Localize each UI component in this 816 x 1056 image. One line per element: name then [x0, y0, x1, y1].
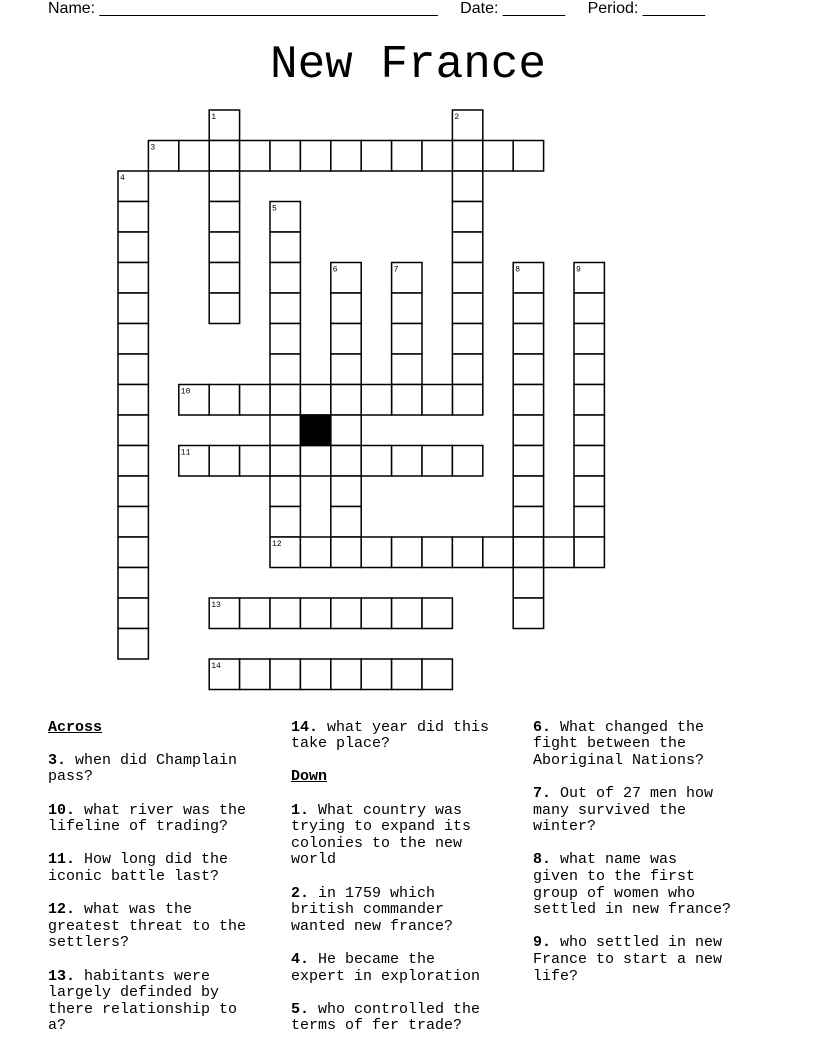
grid-cell[interactable] — [574, 293, 604, 324]
name-field[interactable]: Name: ______________________________________ — [48, 0, 438, 17]
grid-cell[interactable] — [270, 141, 300, 172]
grid-cell[interactable] — [331, 415, 361, 446]
grid-cell[interactable] — [513, 324, 543, 355]
grid-cell[interactable] — [209, 293, 239, 324]
grid-cell[interactable] — [270, 476, 300, 507]
grid-cell[interactable] — [452, 141, 482, 172]
grid-cell[interactable] — [452, 293, 482, 324]
grid-cell[interactable] — [240, 659, 270, 690]
grid-cell[interactable] — [209, 141, 239, 172]
grid-cell[interactable] — [331, 385, 361, 416]
clue-down-7: 7. Out of 27 men how many survived the winter? — [533, 784, 714, 836]
clue-number-4: 4 — [120, 174, 125, 183]
grid-cell[interactable] — [513, 293, 543, 324]
grid-cell[interactable] — [270, 232, 300, 263]
black-cell — [300, 415, 330, 446]
clue-down-2: 2. in 1759 which british commander wanted new france? — [291, 884, 454, 935]
grid-cell[interactable] — [270, 507, 300, 538]
grid-cell[interactable] — [422, 446, 452, 477]
clue-down-5: 5. who controlled the terms of fer trade? — [291, 1000, 481, 1035]
grid-cell[interactable] — [361, 659, 391, 690]
period-field[interactable]: Period: _______ — [587, 0, 706, 17]
grid-cell[interactable] — [544, 537, 574, 568]
down-heading: Down — [291, 768, 328, 786]
grid-cell[interactable] — [118, 385, 148, 416]
grid-cell[interactable] — [392, 659, 422, 690]
grid-cell[interactable] — [452, 354, 482, 385]
across-heading: Across — [48, 718, 103, 736]
grid-cell[interactable] — [240, 385, 270, 416]
grid-cell[interactable] — [118, 232, 148, 263]
grid-cell[interactable] — [392, 385, 422, 416]
page-title: New France — [269, 39, 547, 91]
clue-number-11: 11 — [180, 448, 191, 458]
grid-cell[interactable] — [118, 415, 148, 446]
grid-cell[interactable] — [300, 446, 330, 477]
grid-cell[interactable] — [331, 476, 361, 507]
grid-cell[interactable] — [300, 659, 330, 690]
grid-cell[interactable] — [574, 476, 604, 507]
grid-cell[interactable] — [240, 446, 270, 477]
grid-cell[interactable] — [118, 446, 148, 477]
grid-cell[interactable] — [209, 232, 239, 263]
grid-cell[interactable] — [331, 507, 361, 538]
clue-number-12: 12 — [272, 540, 282, 549]
grid-cell[interactable] — [331, 446, 361, 477]
grid-cell[interactable] — [270, 324, 300, 355]
clue-number-14: 14 — [211, 662, 221, 671]
grid-cell[interactable] — [118, 476, 148, 507]
grid-cell[interactable] — [209, 171, 239, 202]
grid-cell[interactable] — [392, 141, 422, 172]
grid-cell[interactable] — [574, 354, 604, 385]
grid-cell[interactable] — [513, 598, 543, 629]
clue-down-4: 4. He became the expert in exploration — [291, 950, 481, 985]
grid-cell[interactable] — [209, 202, 239, 233]
grid-cell[interactable] — [422, 598, 452, 629]
grid-cell[interactable] — [331, 598, 361, 629]
grid-cell[interactable] — [574, 446, 604, 477]
clue-number-10: 10 — [180, 387, 191, 397]
clue-column-3 — [533, 703, 783, 1002]
grid-cell[interactable] — [392, 446, 422, 477]
grid-cell[interactable] — [452, 324, 482, 355]
grid-cell[interactable] — [118, 202, 148, 233]
grid-cell[interactable] — [300, 385, 330, 416]
grid-cell[interactable] — [483, 141, 513, 172]
grid-cell[interactable] — [118, 293, 148, 324]
grid-cell[interactable] — [118, 629, 148, 660]
grid-cell[interactable] — [574, 385, 604, 416]
grid-cell[interactable] — [331, 141, 361, 172]
clue-number-3: 3 — [150, 143, 156, 153]
clue-down-1: 1. What country was trying to expand its colonies to the new world — [291, 801, 472, 869]
grid-cell[interactable] — [331, 659, 361, 690]
grid-cell[interactable] — [209, 263, 239, 294]
date-field[interactable]: Date: _______ — [460, 0, 566, 17]
grid-cell[interactable] — [118, 537, 148, 568]
grid-cell[interactable] — [513, 537, 543, 568]
grid-cell[interactable] — [422, 141, 452, 172]
grid-cell[interactable] — [270, 263, 300, 294]
grid-cell[interactable] — [300, 141, 330, 172]
grid-cell[interactable] — [452, 232, 482, 263]
grid-cell[interactable] — [392, 324, 422, 355]
grid-cell[interactable] — [513, 476, 543, 507]
grid-cell[interactable] — [361, 598, 391, 629]
grid-cell[interactable] — [331, 324, 361, 355]
grid-cell[interactable] — [361, 446, 391, 477]
grid-cell[interactable] — [452, 385, 482, 416]
clue-number-9: 9 — [576, 265, 581, 275]
grid-cell[interactable] — [513, 446, 543, 477]
grid-cell[interactable] — [300, 598, 330, 629]
grid-cell[interactable] — [270, 659, 300, 690]
clue-across-12: 12. what was the greatest threat to the settlers? — [48, 901, 247, 952]
grid-cell[interactable] — [300, 537, 330, 568]
grid-cell[interactable] — [513, 141, 543, 172]
grid-cell[interactable] — [240, 141, 270, 172]
grid-cell[interactable] — [270, 446, 300, 477]
grid-cell[interactable] — [513, 385, 543, 416]
clue-number-6: 6 — [332, 265, 338, 275]
grid-cell[interactable] — [574, 415, 604, 446]
grid-cell[interactable] — [361, 385, 391, 416]
grid-cell[interactable] — [361, 141, 391, 172]
grid-cell[interactable] — [270, 385, 300, 416]
grid-cell[interactable] — [331, 537, 361, 568]
clue-across-10: 10. what river was the lifeline of trading? — [48, 801, 247, 836]
grid-cell[interactable] — [513, 354, 543, 385]
clue-number-1: 1 — [211, 113, 217, 122]
grid-cell[interactable] — [270, 354, 300, 385]
grid-cell[interactable] — [452, 263, 482, 294]
clue-column-2 — [291, 703, 527, 1051]
grid-cell[interactable] — [270, 415, 300, 446]
grid-cell[interactable] — [392, 293, 422, 324]
grid-cell[interactable] — [422, 537, 452, 568]
grid-cell[interactable] — [270, 598, 300, 629]
grid-cell[interactable] — [574, 537, 604, 568]
grid-cell[interactable] — [361, 537, 391, 568]
grid-cell[interactable] — [574, 324, 604, 355]
grid-cell[interactable] — [392, 537, 422, 568]
clue-across-3: 3. when did Champlain pass? — [48, 751, 238, 786]
clue-across-14: 14. what year did this take place? — [291, 718, 490, 753]
grid-cell[interactable] — [118, 354, 148, 385]
grid-cell[interactable] — [331, 354, 361, 385]
grid-cell[interactable] — [483, 537, 513, 568]
clue-down-8: 8. what name was given to the first group of women who settled in new france? — [533, 851, 732, 919]
grid-cell[interactable] — [452, 171, 482, 202]
grid-cell[interactable] — [118, 263, 148, 294]
grid-cell[interactable] — [513, 415, 543, 446]
clue-down-6: 6. What changed the fight between the Aboriginal Nations? — [533, 718, 705, 769]
grid-cell[interactable] — [422, 659, 452, 690]
grid-cell[interactable] — [118, 598, 148, 629]
grid-cell[interactable] — [209, 446, 239, 477]
grid-cell[interactable] — [392, 354, 422, 385]
grid-cell[interactable] — [179, 141, 209, 172]
clue-column-1 — [48, 703, 284, 1051]
grid-cell[interactable] — [452, 537, 482, 568]
grid-cell[interactable] — [118, 324, 148, 355]
grid-cell[interactable] — [452, 446, 482, 477]
grid-cell[interactable] — [392, 598, 422, 629]
grid-cell[interactable] — [331, 293, 361, 324]
grid-cell[interactable] — [422, 385, 452, 416]
grid-cell[interactable] — [209, 385, 239, 416]
clue-number-8: 8 — [515, 265, 521, 275]
grid-cell[interactable] — [513, 507, 543, 538]
clue-across-13: 13. habitants were largely definded by there relationship to a? — [48, 967, 238, 1035]
clue-number-7: 7 — [393, 265, 399, 275]
clue-number-2: 2 — [454, 113, 460, 122]
grid-cell[interactable] — [118, 568, 148, 599]
grid-cell[interactable] — [452, 202, 482, 233]
grid-cell[interactable] — [574, 507, 604, 538]
grid-cell[interactable] — [270, 293, 300, 324]
clue-number-5: 5 — [272, 204, 277, 214]
clue-down-9: 9. who settled in new France to start a new life? — [533, 934, 723, 985]
grid-cell[interactable] — [118, 507, 148, 538]
grid-cell[interactable] — [513, 568, 543, 599]
clue-across-11: 11. How long did the iconic battle last? — [48, 851, 229, 885]
clue-number-13: 13 — [211, 601, 221, 610]
grid-cell[interactable] — [240, 598, 270, 629]
